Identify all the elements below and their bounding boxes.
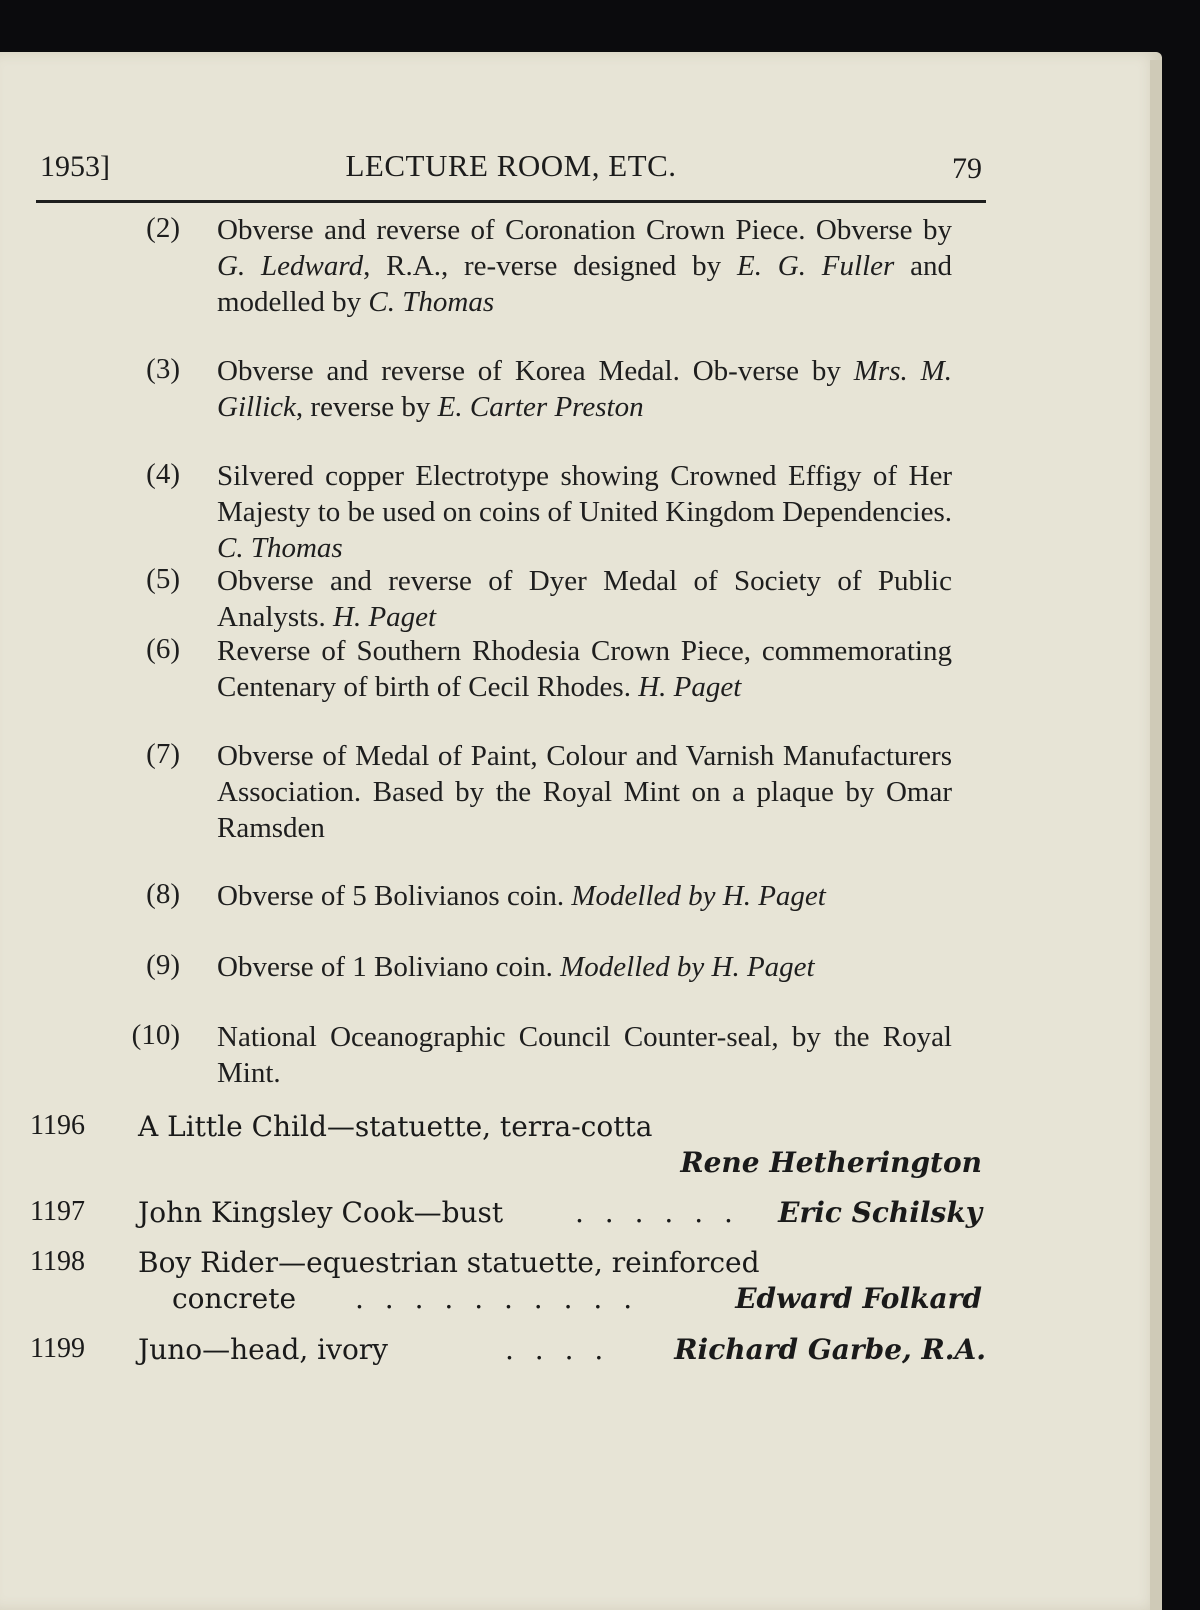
sub-item-number: (4)	[146, 458, 180, 490]
sub-item-number: (3)	[146, 353, 180, 385]
entry-number: 1197	[30, 1196, 85, 1227]
sub-item-text: Obverse of 5 Bolivianos coin. Modelled by H. Paget	[217, 880, 826, 912]
header-rule	[36, 200, 986, 203]
sub-item-text: Obverse and reverse of Korea Medal. Ob-verse by Mrs. M. Gillick, reverse by E. Carter Preston	[217, 355, 952, 423]
sub-item-number: (8)	[146, 878, 180, 910]
sub-item-number: (2)	[146, 212, 180, 244]
page-edge	[1150, 60, 1162, 1610]
entry-number: 1198	[30, 1246, 85, 1277]
sub-item-text: Obverse of 1 Boliviano coin. Modelled by H. Paget	[217, 951, 815, 983]
entry-artist: Richard Garbe, R.A.	[674, 1333, 986, 1366]
sub-item-text: Obverse and reverse of Dyer Medal of Society of Public Analysts. H. Paget	[217, 565, 952, 633]
sub-item-number: (6)	[146, 633, 180, 665]
sub-item-number: (10)	[131, 1019, 180, 1051]
sub-item-text: Reverse of Southern Rhodesia Crown Piece, commemorating Centenary of birth of Cecil Rhodes. H. Paget	[217, 635, 952, 703]
sub-item-number: (9)	[146, 949, 180, 981]
entry-title: Boy Rider—equestrian statuette, reinforced	[138, 1246, 760, 1279]
leader-dots: . . . .	[505, 1333, 610, 1366]
entry-artist: Eric Schilsky	[778, 1196, 982, 1229]
sub-item-text: Silvered copper Electrotype showing Crowned Effigy of Her Majesty to be used on coins of United Kingdom Dependencies. C. Thomas	[217, 460, 952, 564]
entry-title: A Little Child—statuette, terra-cotta	[138, 1110, 653, 1143]
header-year: 1953]	[40, 150, 110, 183]
sub-item-number: (7)	[146, 738, 180, 770]
entry-number: 1196	[30, 1110, 85, 1141]
sub-item-text: National Oceanographic Council Counter-seal, by the Royal Mint.	[217, 1021, 952, 1089]
sub-item-text: Obverse of Medal of Paint, Colour and Varnish Manufacturers Association. Based by the Royal Mint on a plaque by Omar Ramsden	[217, 740, 952, 844]
entry-title: John Kingsley Cook—bust	[138, 1196, 504, 1229]
entry-title: Juno—head, ivory	[138, 1333, 389, 1366]
sub-item-number: (5)	[146, 563, 180, 595]
page-number: 79	[952, 152, 982, 185]
running-header	[36, 148, 986, 200]
header-title: LECTURE ROOM, ETC.	[345, 148, 677, 183]
entry-number: 1199	[30, 1333, 85, 1364]
sub-item-text: Obverse and reverse of Coronation Crown Piece. Obverse by G. Ledward, R.A., re-verse designed by E. G. Fuller and modelled by C. Thomas	[217, 214, 952, 318]
entry-artist: Rene Hetherington	[680, 1146, 982, 1179]
entry-artist: Edward Folkard	[735, 1282, 982, 1315]
entry-title-continued: concrete	[172, 1282, 297, 1315]
leader-dots: . . . . . .	[575, 1196, 739, 1229]
leader-dots: . . . . . . . . . .	[355, 1282, 639, 1315]
